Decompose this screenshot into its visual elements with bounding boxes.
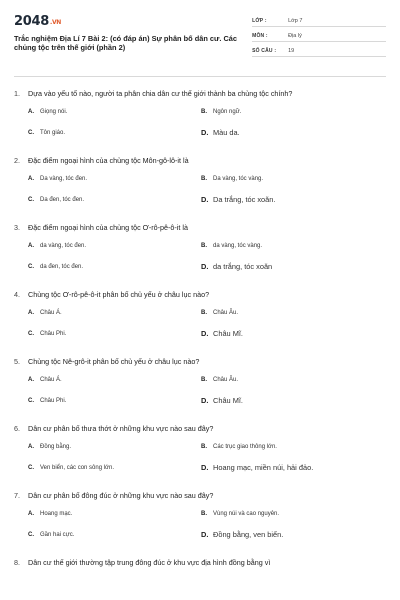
answer-option[interactable] [201,510,374,518]
option-text: Màu da. [213,128,240,137]
answer-option[interactable] [201,531,374,539]
option-text: da vàng, tóc vàng. [213,243,263,249]
question-item [14,290,386,338]
answer-option[interactable] [201,129,374,137]
option-letter: C. [28,264,34,270]
option-text: Châu Âu. [213,310,239,316]
question-text-row [14,290,386,300]
option-text: Châu Mĩ. [213,329,243,338]
option-letter: C. [28,130,34,136]
option-letter: B. [201,444,207,450]
option-letter: A. [28,176,34,182]
answer-option[interactable] [201,108,374,116]
answer-options [28,443,386,472]
option-text: Châu Mĩ. [213,396,243,405]
info-value: Lớp 7 [288,18,303,24]
option-letter: A. [28,444,34,450]
option-text: Da vàng, tóc vàng. [213,176,264,182]
question-number: 1. [14,89,20,98]
answer-option[interactable] [28,108,201,116]
answer-option[interactable] [28,464,201,472]
answer-option[interactable] [201,242,374,250]
header-divider [14,76,386,77]
document-title: Trắc nghiệm Địa Lí 7 Bài 2: (có đáp án) Sự phân bố dân cư. Các chủng tộc trên thế giới (phần 2) [14,34,238,53]
option-letter: B. [201,176,207,182]
question-number: 4. [14,290,20,299]
answer-options [28,242,386,271]
answer-option[interactable] [28,196,201,204]
answer-option[interactable] [28,330,201,338]
answer-options [28,510,386,539]
option-text: Châu Á. [40,310,62,316]
option-text: Châu Á. [40,377,62,383]
answer-option[interactable] [28,531,201,539]
answer-option[interactable] [28,309,201,317]
answer-options [28,376,386,405]
answer-option[interactable] [28,443,201,451]
option-letter: C. [28,197,34,203]
answer-options [28,309,386,338]
answer-option[interactable] [28,510,201,518]
question-text: Đặc điểm ngoại hình của chủng tộc Ơ-rô-pê-ô-it là [28,223,188,232]
question-item [14,558,386,568]
option-text: Hoang mạc, miền núi, hải đảo. [213,463,314,472]
info-label: MÔN : [252,33,268,39]
answer-option[interactable] [201,196,374,204]
site-logo[interactable] [14,14,252,29]
question-text-row [14,156,386,166]
option-letter: A. [28,310,34,316]
question-text-row [14,491,386,501]
option-text: Châu Âu. [213,377,239,383]
option-letter: C. [28,398,34,404]
answer-option[interactable] [201,175,374,183]
option-text: Giọng nói. [40,109,68,115]
header-left [14,14,252,53]
question-text: Dựa vào yếu tố nào, người ta phân chia dân cư thế giới thành ba chủng tộc chính? [28,89,293,98]
question-number: 8. [14,558,20,567]
logo-text: 2048 [14,14,49,29]
option-text: Vùng núi và cao nguyên. [213,511,280,517]
option-text: da vàng, tóc đen. [40,243,87,249]
info-row-class [252,16,386,27]
question-number: 6. [14,424,20,433]
question-text-row [14,424,386,434]
answer-option[interactable] [201,443,374,451]
info-label: LỚP : [252,18,267,24]
info-row-subject [252,31,386,42]
question-number: 5. [14,357,20,366]
answer-option[interactable] [201,376,374,384]
answer-option[interactable] [28,376,201,384]
answer-option[interactable] [28,129,201,137]
question-list [14,89,386,568]
info-row-count [252,46,386,57]
option-letter: A. [28,377,34,383]
option-letter: D. [201,530,209,539]
question-item [14,424,386,472]
answer-option[interactable] [201,330,374,338]
question-text: Dân cư phân bố đông đúc ở những khu vực nào sau đây? [28,491,214,500]
option-text: da trắng, tóc xoăn [213,262,273,271]
answer-option[interactable] [201,263,374,271]
question-number: 7. [14,491,20,500]
question-item [14,156,386,204]
option-letter: A. [28,511,34,517]
option-text: Châu Phi. [40,331,67,337]
question-item [14,223,386,271]
option-text: Gần hai cực. [40,532,75,538]
document-header [14,14,386,72]
question-number: 2. [14,156,20,165]
option-letter: D. [201,329,209,338]
option-text: Các trục giao thông lớn. [213,444,277,450]
question-text-row [14,558,386,568]
option-letter: B. [201,511,207,517]
option-letter: D. [201,195,209,204]
option-letter: C. [28,532,34,538]
question-text-row [14,223,386,233]
option-text: Đồng bằng, ven biển. [213,530,284,539]
answer-option[interactable] [201,309,374,317]
question-text: Chủng tộc Nê-grô-it phân bố chủ yếu ở châu lục nào? [28,357,200,366]
option-text: Da trắng, tóc xoăn. [213,195,276,204]
option-text: Da đen, tóc đen. [40,197,85,203]
answer-options [28,108,386,137]
option-letter: D. [201,396,209,405]
header-info [252,16,386,61]
question-text-row [14,357,386,367]
question-item [14,89,386,137]
option-letter: D. [201,262,209,271]
answer-options [28,175,386,204]
option-text: da đen, tóc đen. [40,264,84,270]
logo-suffix: .VN [49,19,62,26]
question-item [14,357,386,405]
answer-option[interactable] [201,397,374,405]
option-letter: C. [28,331,34,337]
answer-option[interactable] [28,242,201,250]
option-text: Da vàng, tóc đen. [40,176,88,182]
answer-option[interactable] [28,263,201,271]
question-text-row [14,89,386,99]
option-text: Ngôn ngữ. [213,109,242,115]
option-letter: A. [28,243,34,249]
question-text: Dân cư thế giới thường tập trung đông đúc ở khu vực địa hình đồng bằng vì [28,558,271,567]
option-letter: B. [201,377,207,383]
answer-option[interactable] [201,464,374,472]
option-text: Đồng bằng. [40,444,72,450]
info-value: Địa lý [288,33,302,39]
answer-option[interactable] [28,397,201,405]
question-text: Đặc điểm ngoại hình của chủng tộc Môn-gô-lô-it là [28,156,189,165]
option-letter: D. [201,463,209,472]
option-text: Châu Phi. [40,398,67,404]
answer-option[interactable] [28,175,201,183]
info-label: SỐ CÂU : [252,48,277,54]
info-value: 19 [288,48,295,54]
option-letter: A. [28,109,34,115]
option-letter: D. [201,128,209,137]
question-text: Dân cư phân bố thưa thớt ở những khu vực nào sau đây? [28,424,214,433]
option-text: Ven biển, các con sông lớn. [40,465,114,471]
question-item [14,491,386,539]
option-text: Hoang mạc. [40,511,73,517]
option-letter: B. [201,243,207,249]
option-letter: B. [201,109,207,115]
question-text: Chủng tộc Ơ-rô-pê-ô-it phân bố chủ yếu ở châu lục nào? [28,290,210,299]
option-letter: B. [201,310,207,316]
option-text: Tôn giáo. [40,130,66,136]
option-letter: C. [28,465,34,471]
question-number: 3. [14,223,20,232]
